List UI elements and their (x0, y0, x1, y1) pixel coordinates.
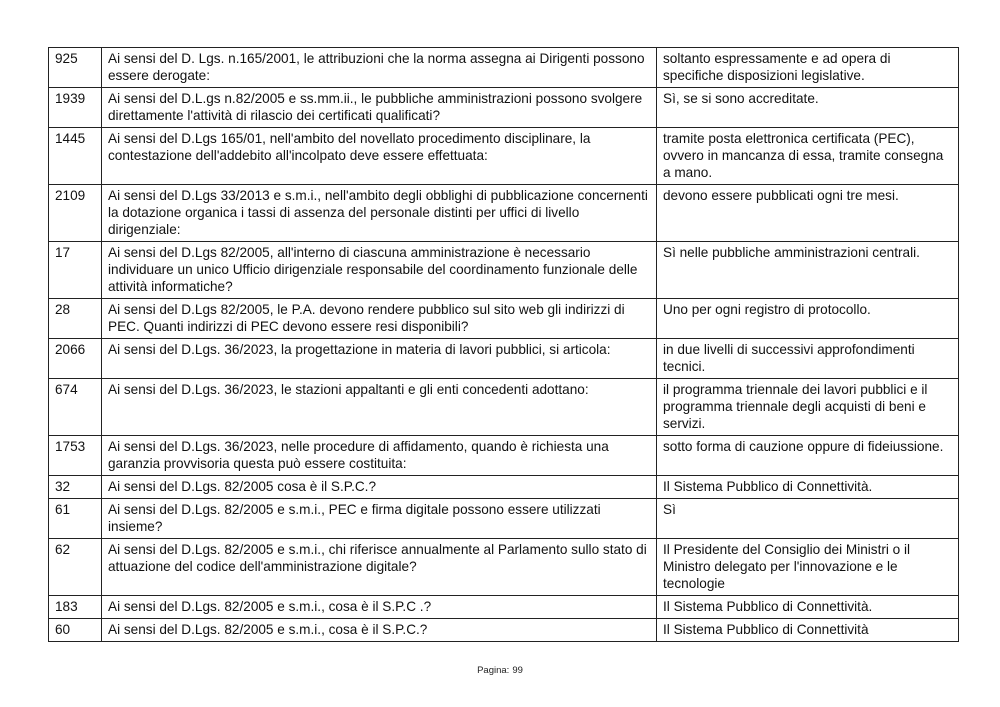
row-id-cell: 2066 (49, 339, 102, 379)
answer-cell: Il Sistema Pubblico di Connettività. (657, 596, 959, 619)
answer-cell: Il Presidente del Consiglio dei Ministri o il Ministro delegato per l'innovazione e le tecnologie (657, 539, 959, 596)
question-cell: Ai sensi del D.Lgs. 82/2005 e s.m.i., chi riferisce annualmente al Parlamento sullo stato di attuazione del codice dell'amministrazione digitale? (102, 539, 657, 596)
table-row (49, 596, 959, 619)
answer-cell: in due livelli di successivi approfondimenti tecnici. (657, 339, 959, 379)
answer-cell: Il Sistema Pubblico di Connettività (657, 619, 959, 642)
answer-cell: tramite posta elettronica certificata (PEC), ovvero in mancanza di essa, tramite consegna a mano. (657, 128, 959, 185)
row-id-cell: 674 (49, 379, 102, 436)
question-cell: Ai sensi del D.Lgs. 36/2023, la progettazione in materia di lavori pubblici, si articola: (102, 339, 657, 379)
questions-table (48, 47, 959, 642)
row-id-cell: 17 (49, 242, 102, 299)
question-cell: Ai sensi del D.Lgs 82/2005, le P.A. devono rendere pubblico sul sito web gli indirizzi di PEC. Quanti indirizzi di PEC devono essere resi disponibili? (102, 299, 657, 339)
question-cell: Ai sensi del D.Lgs. 36/2023, nelle procedure di affidamento, quando è richiesta una garanzia provvisoria questa può essere costituita: (102, 436, 657, 476)
table-row (49, 185, 959, 242)
question-cell: Ai sensi del D.Lgs. 82/2005 cosa è il S.P.C.? (102, 476, 657, 499)
table-row (49, 499, 959, 539)
page-number: 99 (512, 665, 523, 676)
table-row (49, 88, 959, 128)
table-row (49, 299, 959, 339)
question-cell: Ai sensi del D.Lgs 82/2005, all'interno di ciascuna amministrazione è necessario individuare un unico Ufficio dirigenziale responsabile del coordinamento funzionale delle attività informatiche? (102, 242, 657, 299)
row-id-cell: 925 (49, 48, 102, 88)
row-id-cell: 60 (49, 619, 102, 642)
question-cell: Ai sensi del D.L.gs n.82/2005 e ss.mm.ii., le pubbliche amministrazioni possono svolgere direttamente l'attività di rilascio dei certificati qualificati? (102, 88, 657, 128)
table-row (49, 476, 959, 499)
row-id-cell: 183 (49, 596, 102, 619)
answer-cell: Sì (657, 499, 959, 539)
table-row (49, 48, 959, 88)
answer-cell: Sì nelle pubbliche amministrazioni centrali. (657, 242, 959, 299)
table-row (49, 619, 959, 642)
page-label: Pagina: (477, 665, 510, 676)
page-footer (0, 665, 1000, 676)
table-row (49, 379, 959, 436)
answer-cell: il programma triennale dei lavori pubblici e il programma triennale degli acquisti di beni e servizi. (657, 379, 959, 436)
question-cell: Ai sensi del D.Lgs. 82/2005 e s.m.i., cosa è il S.P.C .? (102, 596, 657, 619)
answer-cell: Sì, se si sono accreditate. (657, 88, 959, 128)
answer-cell: soltanto espressamente e ad opera di specifiche disposizioni legislative. (657, 48, 959, 88)
question-cell: Ai sensi del D. Lgs. n.165/2001, le attribuzioni che la norma assegna ai Dirigenti possono essere derogate: (102, 48, 657, 88)
row-id-cell: 61 (49, 499, 102, 539)
question-cell: Ai sensi del D.Lgs. 82/2005 e s.m.i., PEC e firma digitale possono essere utilizzati insieme? (102, 499, 657, 539)
table-row (49, 242, 959, 299)
row-id-cell: 1445 (49, 128, 102, 185)
table-row (49, 128, 959, 185)
answer-cell: Il Sistema Pubblico di Connettività. (657, 476, 959, 499)
table-row (49, 339, 959, 379)
question-cell: Ai sensi del D.Lgs 165/01, nell'ambito del novellato procedimento disciplinare, la contestazione dell'addebito all'incolpato deve essere effettuata: (102, 128, 657, 185)
answer-cell: Uno per ogni registro di protocollo. (657, 299, 959, 339)
table-row (49, 436, 959, 476)
question-cell: Ai sensi del D.Lgs. 36/2023, le stazioni appaltanti e gli enti concedenti adottano: (102, 379, 657, 436)
table-row (49, 539, 959, 596)
answer-cell: devono essere pubblicati ogni tre mesi. (657, 185, 959, 242)
question-cell: Ai sensi del D.Lgs 33/2013 e s.m.i., nell'ambito degli obblighi di pubblicazione concernenti la dotazione organica i tassi di assenza del personale distinti per uffici di livello dirigenziale: (102, 185, 657, 242)
answer-cell: sotto forma di cauzione oppure di fideiussione. (657, 436, 959, 476)
question-cell: Ai sensi del D.Lgs. 82/2005 e s.m.i., cosa è il S.P.C.? (102, 619, 657, 642)
row-id-cell: 1753 (49, 436, 102, 476)
questions-table-body (49, 48, 959, 642)
row-id-cell: 28 (49, 299, 102, 339)
row-id-cell: 2109 (49, 185, 102, 242)
row-id-cell: 32 (49, 476, 102, 499)
row-id-cell: 62 (49, 539, 102, 596)
row-id-cell: 1939 (49, 88, 102, 128)
